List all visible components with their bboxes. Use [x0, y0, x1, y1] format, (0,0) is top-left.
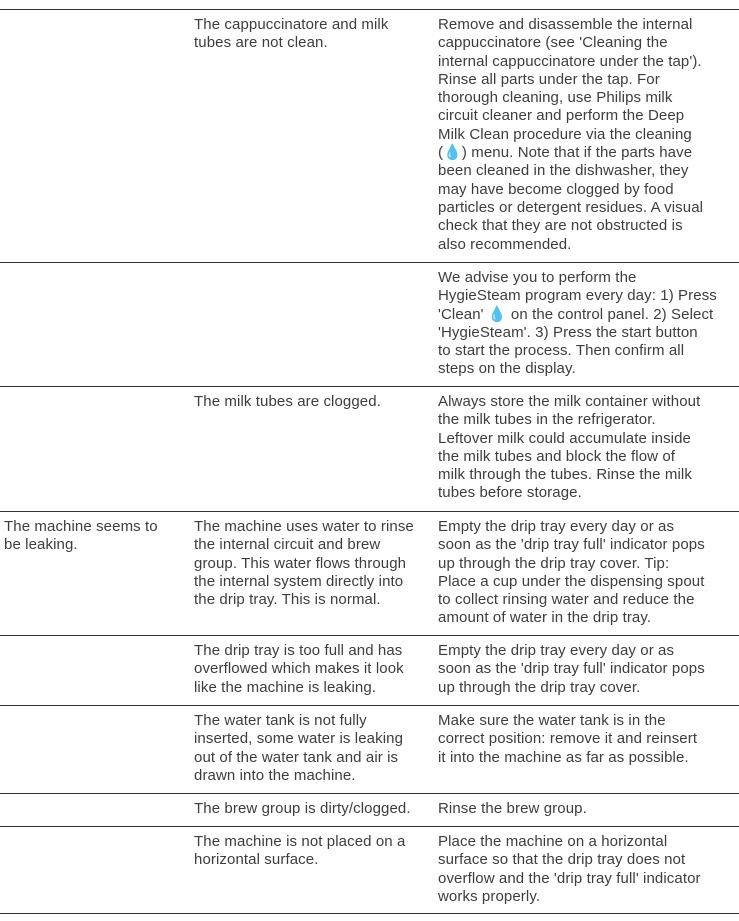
- cause-cell: [194, 518, 432, 609]
- text-line: up through the drip tray cover. Tip:: [438, 554, 670, 572]
- text-line: Milk Clean procedure via the cleaning: [438, 125, 692, 143]
- table-row: [0, 386, 739, 502]
- text-line: out of the water tank and air is: [194, 748, 399, 766]
- solution-cell: [438, 16, 736, 254]
- text-line: soon as the 'drip tray full' indicator pops: [438, 660, 705, 678]
- text-line: soon as the 'drip tray full' indicator pops: [438, 536, 705, 554]
- solution-cell: [438, 642, 736, 697]
- text-line: Leftover milk could accumulate inside: [438, 429, 691, 447]
- text-line: circuit cleaner and perform the Deep: [438, 107, 685, 125]
- cause-cell: [194, 712, 432, 785]
- text-line: The brew group is dirty/clogged.: [194, 800, 411, 817]
- text-line: Make sure the water tank is in the: [438, 712, 666, 729]
- text-line: may have become clogged by food: [438, 180, 674, 198]
- text-line: milk through the tubes. Rinse the milk: [438, 466, 692, 484]
- text-line: also recommended.: [438, 235, 572, 253]
- text-line: amount of water in the drip tray.: [438, 609, 652, 627]
- text-line: 'Clean' 💧 on the control panel. 2) Select: [438, 305, 714, 323]
- cause-cell: [194, 833, 432, 870]
- text-line: the internal circuit and brew: [194, 536, 381, 554]
- text-line: horizontal surface.: [194, 851, 319, 869]
- problem-cell: [4, 518, 182, 555]
- solution-cell: [438, 800, 736, 818]
- text-line: internal cappuccinatore under the tap').: [438, 52, 702, 70]
- text-line: particles or detergent residues. A visual: [438, 198, 704, 216]
- table-row: [0, 826, 739, 905]
- text-line: the internal system directly into: [194, 572, 404, 590]
- text-line: drawn into the machine.: [194, 766, 356, 784]
- solution-cell: [438, 269, 736, 379]
- text-line: The cappuccinatore and milk: [194, 16, 389, 33]
- text-line: Place a cup under the dispensing spout: [438, 572, 705, 590]
- table-row: [0, 9, 739, 253]
- solution-cell: [438, 518, 736, 628]
- solution-cell: [438, 393, 736, 503]
- cause-cell: [194, 393, 432, 411]
- text-line: like the machine is leaking.: [194, 678, 377, 696]
- text-line: surface so that the drip tray does not: [438, 851, 686, 869]
- text-line: works properly.: [438, 887, 541, 905]
- text-line: be leaking.: [4, 536, 78, 554]
- text-line: The water tank is not fully: [194, 712, 367, 729]
- text-line: tubes are not clean.: [194, 34, 328, 52]
- text-line: Always store the milk container without: [438, 393, 701, 410]
- text-line: Place the machine on a horizontal: [438, 833, 668, 850]
- table-row: [0, 705, 739, 784]
- text-line: Remove and disassemble the internal: [438, 16, 693, 33]
- text-line: inserted, some water is leaking: [194, 730, 404, 748]
- table-bottom-border: [0, 913, 739, 914]
- text-line: Rinse the brew group.: [438, 800, 587, 817]
- cause-cell: [194, 800, 432, 818]
- text-line: to collect rinsing water and reduce the: [438, 591, 695, 609]
- text-line: overflowed which makes it look: [194, 660, 404, 678]
- text-line: HygieSteam program every day: 1) Press: [438, 287, 717, 305]
- text-line: to start the process. Then confirm all: [438, 342, 685, 360]
- text-line: Empty the drip tray every day or as: [438, 642, 675, 659]
- cause-cell: [194, 16, 432, 53]
- table-row: [0, 635, 739, 696]
- text-line: Empty the drip tray every day or as: [438, 518, 675, 535]
- text-line: the milk tubes in the refrigerator.: [438, 411, 656, 429]
- text-line: Rinse all parts under the tap. For: [438, 70, 660, 88]
- solution-cell: [438, 833, 736, 906]
- text-line: The machine is not placed on a: [194, 833, 406, 850]
- table-row: [0, 793, 739, 817]
- text-line: group. This water flows through: [194, 554, 407, 572]
- text-line: overflow and the 'drip tray full' indicator: [438, 869, 701, 887]
- text-line: it into the machine as far as possible.: [438, 748, 689, 766]
- text-line: The machine seems to: [4, 518, 158, 535]
- text-line: the milk tubes and block the flow of: [438, 447, 676, 465]
- table-row: [0, 262, 739, 378]
- text-line: check that they are not obstructed is: [438, 217, 683, 235]
- solution-cell: [438, 712, 736, 767]
- table-row: [0, 511, 739, 627]
- text-line: 'HygieSteam'. 3) Press the start button: [438, 323, 698, 341]
- cause-cell: [194, 642, 432, 697]
- text-line: the drip tray. This is normal.: [194, 591, 381, 609]
- text-line: The machine uses water to rinse: [194, 518, 414, 535]
- text-line: The drip tray is too full and has: [194, 642, 403, 659]
- text-line: The milk tubes are clogged.: [194, 393, 381, 410]
- text-line: been cleaned in the dishwasher, they: [438, 162, 689, 180]
- text-line: (💧) menu. Note that if the parts have: [438, 144, 693, 162]
- text-line: steps on the display.: [438, 360, 576, 378]
- text-line: We advise you to perform the: [438, 269, 637, 286]
- text-line: tubes before storage.: [438, 484, 582, 502]
- text-line: correct position: remove it and reinsert: [438, 730, 698, 748]
- text-line: thorough cleaning, use Philips milk: [438, 89, 673, 107]
- text-line: cappuccinatore (see 'Cleaning the: [438, 34, 668, 52]
- text-line: up through the drip tray cover.: [438, 678, 641, 696]
